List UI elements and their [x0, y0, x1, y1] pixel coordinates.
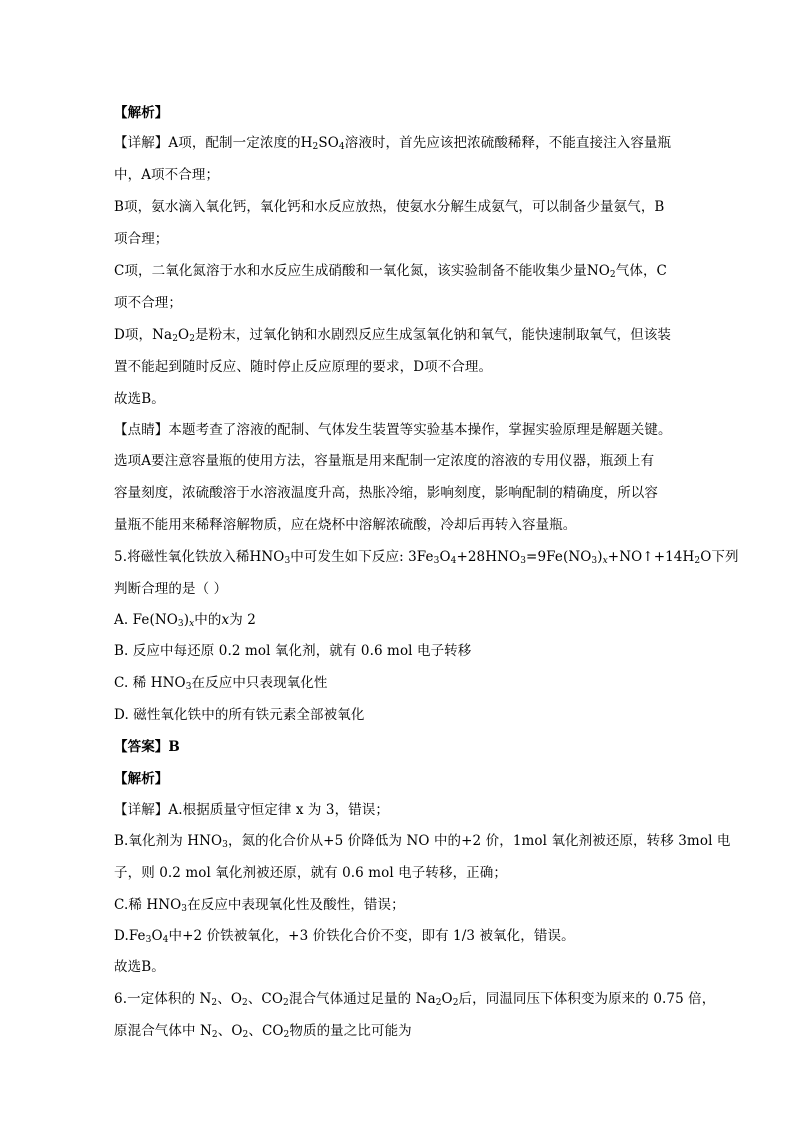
text: +NO↑+14H [607, 549, 695, 565]
detail-line-a1 [114, 134, 671, 152]
text: 、O [217, 1023, 243, 1039]
question-5-line-2 [114, 580, 227, 598]
subscript: x [189, 619, 195, 629]
text: 容量刻度，浓硫酸溶于水溶液温度升高，热胀冷缩，影响刻度，影响配制的精确度，所以容 [114, 485, 658, 501]
text: 为 2 [229, 612, 256, 628]
subscript: 2 [211, 1030, 218, 1040]
text: 【解析】 [114, 105, 169, 121]
analysis-heading-2 [114, 770, 168, 788]
subscript: 2 [189, 334, 196, 344]
text: D项，Na [114, 327, 173, 343]
key-point-line-1 [114, 421, 672, 439]
option-c [114, 674, 328, 692]
text: 在反应中表现氧化性及酸性，错误； [187, 897, 405, 913]
text: 溶液时，首先应该把浓硫酸稀释，不能直接注入容量瓶 [344, 135, 672, 151]
text: B. 反应中每还原 0.2 mol 氧化剂，就有 0.6 mol 电子转移 [114, 643, 472, 659]
subscript: 3 [520, 556, 527, 566]
detail-line-c1 [114, 262, 667, 280]
subscript: 3 [145, 935, 152, 945]
text: 项合理； [114, 231, 169, 247]
conclusion-2 [114, 958, 165, 976]
subscript: 3 [177, 619, 184, 629]
text: O下列 [700, 549, 739, 565]
subscript: 2 [609, 270, 616, 280]
text: 【解析】 [114, 771, 169, 787]
text: 中+2 价铁被氧化，+3 价铁化合价不变，即有 1/3 被氧化，错误。 [168, 928, 575, 944]
subscript: 2 [211, 998, 218, 1008]
subscript: 2 [283, 998, 289, 1008]
subscript: 4 [338, 142, 345, 152]
text: A. Fe(NO [114, 612, 178, 628]
text: 后，同温同压下体积变为原来的 0.75 倍， [458, 991, 716, 1007]
text: 选项A要注意容量瓶的使用方法，容量瓶是用来配制一定浓度的溶液的专用仪器，瓶颈上有 [114, 453, 655, 469]
text: 、CO [248, 1023, 284, 1039]
key-point-line-3 [114, 484, 658, 502]
text: 项不合理； [114, 295, 182, 311]
subscript: 3 [185, 682, 192, 692]
detail-2-line-c [114, 896, 405, 914]
text: 故选B。 [114, 959, 165, 975]
text: 【详解】A项，配制一定浓度的H [114, 135, 313, 151]
analysis-heading-1 [114, 104, 168, 122]
subscript: 2 [312, 142, 319, 152]
text: 故选B。 [114, 391, 165, 407]
text: 是粉末，过氧化钠和水剧烈反应生成氢氧化钠和氧气，能快速制取氧气，但该装 [195, 327, 672, 343]
text: C项，二氧化氮溶于水和水反应生成硝酸和一氧化氮，该实验制备不能收集少量NO [114, 263, 610, 279]
text: 判断合理的是（ ） [114, 581, 228, 597]
detail-2-line-b2 [114, 864, 507, 882]
text: O [439, 549, 451, 565]
text: ，氮的化合价从+5 价降低为 NO 中的+2 价，1mol 氧化剂被还原，转移 3mol 电 [227, 833, 731, 849]
subscript: 2 [242, 998, 248, 1008]
answer-line [114, 738, 180, 756]
text: 中，A项不合理； [114, 167, 220, 183]
question-5-line-1 [114, 548, 739, 566]
text: +28HNO [456, 549, 521, 565]
text: 【详解】A.根据质量守恒定律 x 为 3，错误； [114, 802, 390, 818]
text: 在反应中只表现氧化性 [191, 675, 328, 691]
subscript: 3 [222, 840, 228, 850]
text: x [221, 612, 230, 628]
option-b [114, 642, 471, 660]
text: 中可发生如下反应: 3Fe [290, 549, 434, 565]
text: B项，氨水滴入氧化钙，氧化钙和水反应放热，使氨水分解生成氨气，可以制备少量氨气，B [114, 199, 665, 215]
subscript: 3 [284, 556, 291, 566]
text: C.稀 HNO [114, 897, 182, 913]
question-6-line-2 [114, 1022, 412, 1040]
subscript: 2 [283, 1030, 290, 1040]
text: SO [318, 135, 339, 151]
text: O [178, 327, 190, 343]
text: 【答案】B [114, 739, 180, 755]
subscript: 2 [452, 998, 459, 1008]
text: 【点睛】本题考查了溶液的配制、气体发生装置等实验基本操作，掌握实验原理是解题关键。 [114, 422, 672, 438]
text: 中的 [194, 612, 222, 628]
option-d [114, 706, 364, 724]
detail-line-d1 [114, 326, 671, 344]
key-point-line-4 [114, 516, 576, 534]
text: 6.一定体积的 N [114, 991, 212, 1007]
conclusion-1 [114, 390, 165, 408]
text: 子，则 0.2 mol 氧化剂被还原，就有 0.6 mol 电子转移，正确； [114, 865, 507, 881]
detail-line-a2 [114, 166, 219, 184]
detail-line-d2 [114, 358, 492, 376]
text: 混合气体通过足量的 Na [288, 991, 436, 1007]
text: O [441, 991, 453, 1007]
text: 5.将磁性氧化铁放入稀HNO [114, 549, 285, 565]
text: 、CO [247, 991, 284, 1007]
detail-line-b1 [114, 198, 664, 216]
subscript: 2 [172, 334, 179, 344]
subscript: 4 [162, 935, 169, 945]
subscript: 3 [433, 556, 440, 566]
subscript: 3 [591, 556, 598, 566]
text: ) [597, 549, 603, 565]
text: 物质的量之比可能为 [289, 1023, 412, 1039]
text: D.Fe [114, 928, 146, 944]
option-a [114, 611, 256, 629]
key-point-line-2 [114, 452, 654, 470]
detail-2-line-a [114, 801, 389, 819]
question-6-line-1 [114, 990, 715, 1008]
text: 原混合气体中 N [114, 1023, 212, 1039]
detail-line-c2 [114, 294, 182, 312]
detail-2-line-d [114, 927, 575, 945]
text: 置不能起到随时反应、随时停止反应原理的要求，D项不合理。 [114, 359, 493, 375]
detail-2-line-b1 [114, 832, 730, 850]
subscript: 2 [694, 556, 701, 566]
subscript: 4 [450, 556, 457, 566]
text: C. 稀 HNO [114, 675, 186, 691]
text: 量瓶不能用来稀释溶解物质，应在烧杯中溶解浓硫酸，冷却后再转入容量瓶。 [114, 517, 577, 533]
text: ) [183, 612, 190, 628]
subscript: 3 [181, 904, 188, 914]
subscript: 2 [242, 1030, 249, 1040]
text: D. 磁性氧化铁中的所有铁元素全部被氧化 [114, 707, 365, 723]
text: O [151, 928, 163, 944]
text: 气体，C [615, 263, 667, 279]
detail-line-b2 [114, 230, 168, 248]
subscript: 2 [435, 998, 442, 1008]
text: 、O [217, 991, 242, 1007]
text: =9Fe(NO [526, 549, 592, 565]
subscript: x [602, 556, 608, 566]
text: B.氧化剂为 HNO [114, 833, 223, 849]
